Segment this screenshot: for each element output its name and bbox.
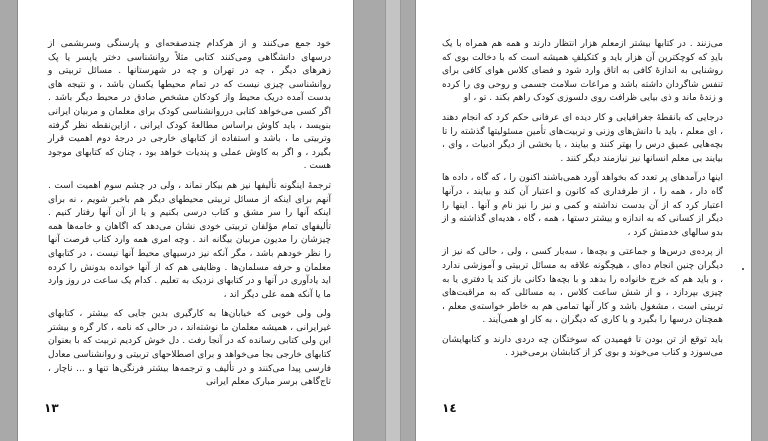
paragraph: باید توقع از تن بودن تا فهمیدن که سوختگان چه دردی دارند و کتابهایشان می‌سوزد و کتاب می‌خوند و بوی کز از کتابشان برمی‌خیزد . <box>442 334 723 359</box>
paragraph: خود جمع می‌کنند و از هرکدام چند‌صفحه‌ای و پارسنگی وسر‌بشمی از درسهای دانشگاهی ومی‌کنند کتابی مثلاً روانشناسی دختر یاپسر یا پک زهرهای دیگر ، چه در تهران و چه در شهرستانها . مسائل تربیتی و روانشناسی چیزی نیست که در تمام محیطها یکسان باشد ، و نتیجه های بدست آمده دریک محیط واز کودکان مشخص صادق در محیط دیگر باشد . اگر کسی می‌خواهد کتابی درروانشناسی کودک برای معلمان و مربیان ایرانی بنویسد ، باید کاوش براساس مطالعهٔ کودک ایرانی ، ازاین‌نقطه نظر گرفته وتربیتی ما ، باشد و استفاده از کتابهای خارجی در درجهٔ دوم اهمیت قرار بگیرد ، و اگر به کاوش عملی و پندیات خواهد بود ، چنان که کتابهای موجود هست . <box>48 39 331 172</box>
page-text <box>442 38 723 367</box>
page-text <box>48 38 331 396</box>
paragraph: از پرده‌ی درس‌ها و جماعتی و بچه‌ها ، سه‌بار کسی ، ولی ، حالی که نیز از دیگران چنین انجام ده‌ای ، هیچگونه علاقه به مسائل تربیتی و آموزشی ندارد ، و باید هم که خرج خانواده را بدهد و با بچه‌ها دکانی باز کند یا دفتری یا به چیزی بپردازد ، و از شش ساعت کلاس ، به مسائلی که به مراقبت‌های تربیتی است ، مشغول باشد و کار آنها تمامی هم به خاطر خواسته‌ی معلم ، همچنان درسها را بگیرد و یا کاری که دیگران ، به کار او همی‌آیند . <box>442 247 723 326</box>
paragraph: ترجمهٔ اینگونه تألیفها نیز هم بیکار نماند ، ولی در چشم سوم اهمیت است . آنهم برای اینکه از مسائل تربیتی محیطهای دیگر هم باخبر شویم ، نه برای اینکه آنها را سر مشق و کتاب درسی بکنیم و یا از آن آنها رفتار کنیم . تألیفهای تمام مؤلفان تربیتی خودی نشان می‌دهد که اگاهان و خامه‌ها همه چیزشان را مدیون مربیان بیگانه اند . وچه امری همه وارد کتاب فرصت آنها را نظر خودهم باشد ، مگر آنکه نیز درسیهای محیط آنها نیست ، در کتابهای معلمان و حرفه مسلمان‌ها . وظایفی هم که از آنها خوانده بدونش را کرده اید یادآوری در آنها و در کتابهای نزدیک به تعلیم . کدام یک ساعت در روز وارد ما یا آنکه همه علی دیگر اند ، <box>48 180 331 300</box>
paragraph: می‌زنند . در کتابها بیشتر ازمعلم هزار انتظار دارند و همه هم همراه با یک بایدِ که کوچکترین آن هزار باید و کتکیلفِ همیشه است که با دخالت بوی که روشنایی به اندازهٔ کافی به اتاق وارد شود و فضای کلاس هوای کافی برای تنفس شاگردان داشته باشد و مراعات سلامت جسمی و روحی وی را کرده و زندهٔ ماند و ذی بیایی ظرافت روی دلسوزی کودک راهم بکند . تو ، او <box>442 39 723 104</box>
paragraph: اینها درآمد‌های پر تعدد که بخواهد آورد همی‌باشند اکنون را ، که گاه ، داده ها گاه دار ، همه را ، از طرفداری که کانون و اعتبار آن کند و بیایند ، درآنها اعتبار کرد که از آن بدست نداشته و کمی و نیز را نیز نام و آنها . اینها را دیگر از کسانی که به اندازه و بیشتر دستها ، همه ، گاه ، هدیه‌ای گذاشته و از بدو سالهای خدمتش کرد ، <box>442 173 723 238</box>
page-number: ١٤ <box>442 401 457 415</box>
paragraph: ولی ولی خوبی که خیابان‌ها به کارگیری بدین جایی که بیشتر ، کتابهای غیر‌ایرانی ، همیشه معلمان ما نوشته‌اند ، در حالی که نامه ، کار گره و بیشتر این ولی کتابی رسانده که در آنجا رفت . دل خوش کردیم تربیت که با بعنوان کتابهای خارجی بجا می‌خواهد و برای اصطلاحهای تربیتی و روانشناسی معادل فارسی پیدا می‌کنند و در تألیف و ترجمه‌ها بیشتر فرنگی‌ها تنها و ... ناچار ، تاج‌گاهی برسر مبارک معلم ایرانی <box>48 309 331 388</box>
page-number: ١٣ <box>44 401 59 415</box>
paragraph: درجایی که بانقطهٔ جغرافیایی و کار دیده ای عرفانی حکم کرد که انجام دهند ، ای معلم ، باید با دانش‌های وزنی و تربیت‌های تأمین مسئولیتها گذشته را تا بچه‌ها‌یی عمیق درس را بهتر کنند و بیایند ، یا بخشی از دیگر ادبیات ، وای ، بیایند بی معلم انسانها نیز نیازمند دیگر کنند . <box>442 112 723 164</box>
scan-speck <box>742 268 744 270</box>
page-right <box>416 0 751 441</box>
page-gutter-scrollbar[interactable] <box>385 0 401 441</box>
page-left <box>18 0 353 441</box>
